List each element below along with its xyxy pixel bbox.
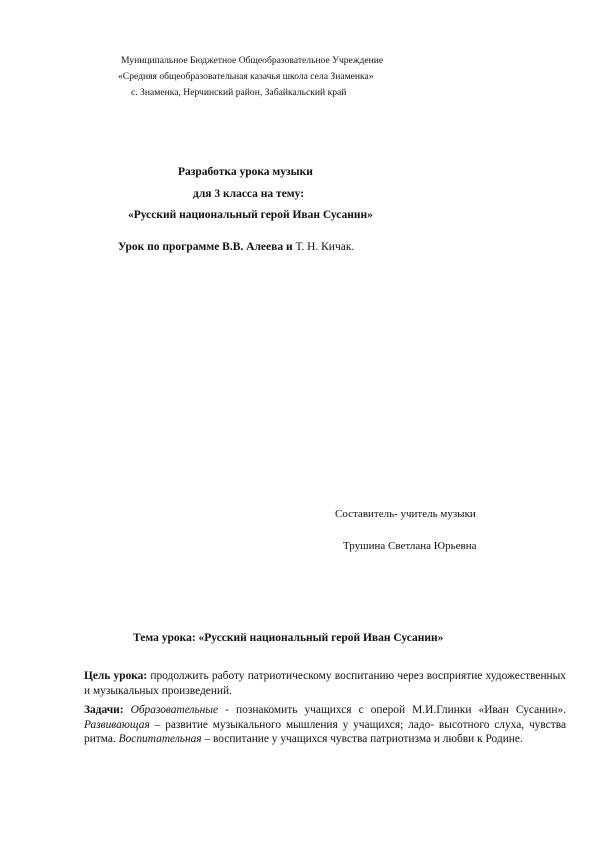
school-name-line-1: Муниципальное Бюджетное Общеобразовательное Учреждение bbox=[121, 55, 384, 66]
lesson-tasks-paragraph bbox=[84, 703, 566, 747]
lesson-topic: Тема урока: «Русский национальный герой Иван Сусанин» bbox=[133, 632, 444, 644]
program-suffix: Т. Н. Кичак. bbox=[295, 241, 355, 253]
tasks-label: Задачи: bbox=[84, 704, 124, 716]
author-role: Составитель- учитель музыки bbox=[335, 508, 476, 520]
school-address: с. Знаменка, Нерчинский район, Забайкальский край bbox=[131, 87, 347, 98]
program-line bbox=[118, 240, 354, 254]
school-name-line-2: «Средняя общеобразовательная казачья школа села Знаменка» bbox=[118, 71, 374, 82]
author-name: Трушина Светлана Юрьевна bbox=[343, 540, 477, 552]
lesson-goal-paragraph bbox=[84, 669, 566, 698]
document-title-line-1: Разработка урока музыки bbox=[178, 166, 313, 178]
goal-label: Цель урока: bbox=[84, 670, 148, 682]
document-title-line-3: «Русский национальный герой Иван Сусанин» bbox=[128, 209, 373, 221]
tasks-educational-label: Образовательные bbox=[130, 704, 219, 716]
document-title-line-2: для 3 класса на тему: bbox=[193, 188, 305, 200]
tasks-developing-label: Развивающая bbox=[84, 718, 150, 731]
goal-text: продолжить работу патриотическому воспитанию через восприятие художественных и музыкальных произведений. bbox=[84, 670, 566, 697]
program-prefix: Урок по программе В.В. Алеева и bbox=[118, 241, 296, 253]
tasks-educational-text: - познакомить учащихся с оперой М.И.Глинки «Иван Сусанин». bbox=[218, 704, 566, 716]
tasks-upbringing-label: Воспитательная bbox=[118, 733, 202, 746]
tasks-upbringing-text: – воспитание у учащихся чувства патриотизма и любви к Родине. bbox=[201, 733, 523, 746]
tasks-developing-text: – развитие музыкального мышления у учащихся; ладо- высотного слуха, чувства ритма. bbox=[84, 718, 566, 746]
